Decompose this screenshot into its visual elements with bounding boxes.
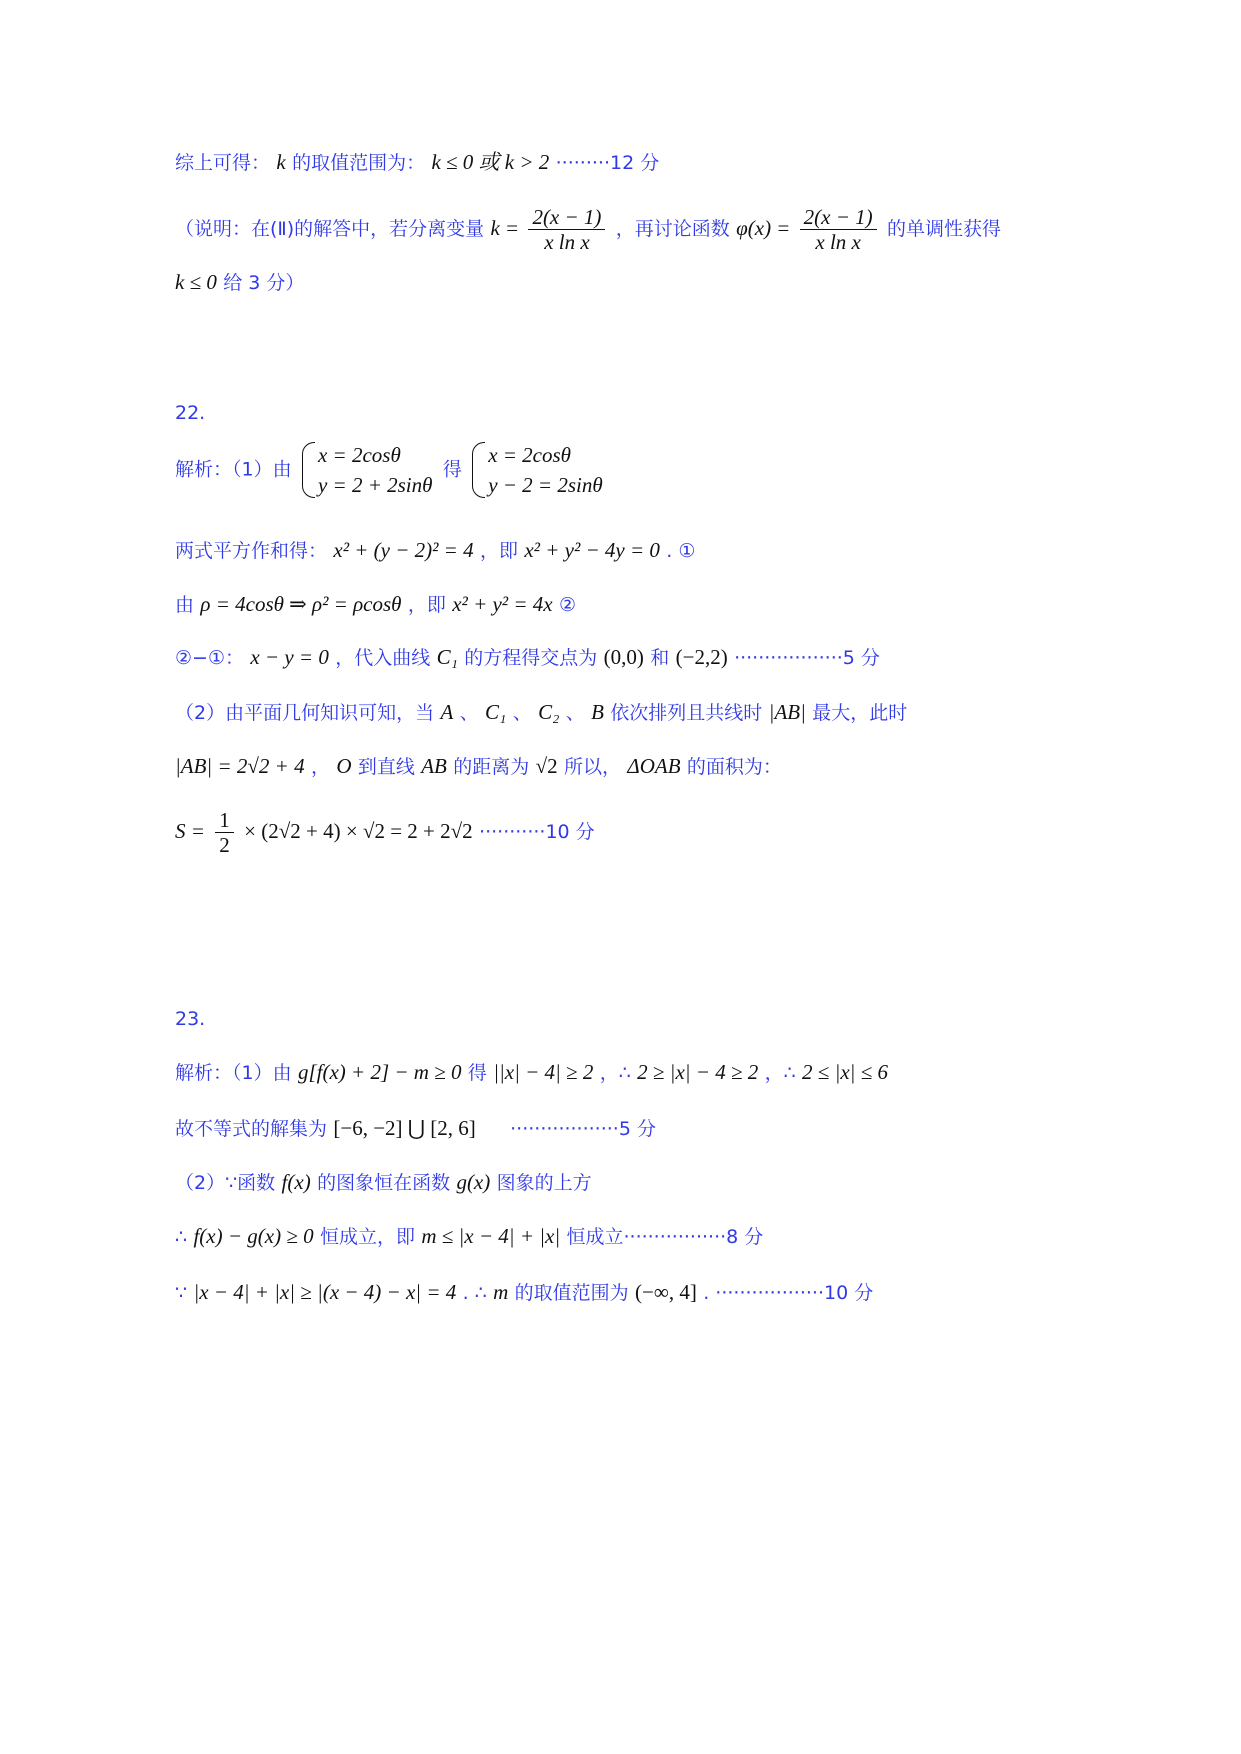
q22-ab-text2: 的距离为 [453, 756, 530, 778]
q22-sys1-row2: y = 2 + 2sinθ [317, 473, 433, 497]
q23-p4-m: m [493, 1280, 509, 1304]
note-phi: φ(x) [736, 216, 772, 240]
q22-ab-line: |AB| = 2√2 + 4 ， O 到直线 AB 的距离为 √2 所以， ΔOAB 的面积为： [175, 754, 782, 778]
note-line2-text: 给 3 分） [223, 272, 305, 294]
q23-p1-de: 得 [467, 1062, 487, 1084]
note-eq2: = [777, 216, 790, 240]
q22-diff-label: ②−①： [175, 647, 244, 669]
q23-p3-line [175, 1222, 1075, 1251]
q22-pt1: (0,0) [603, 645, 644, 669]
q22-p2-A: A [440, 700, 454, 724]
q22-p1-label: 解析：（1）由 [175, 458, 292, 481]
q23-solution-line [175, 1114, 1075, 1143]
q22-sum-label: 两式平方作和得： [175, 540, 328, 562]
q22-rho-prefix: 由 [175, 594, 195, 616]
q22-diff-text2: 的方程得交点为 [464, 647, 598, 669]
q22-de: 得 [442, 458, 462, 481]
q23-p2-text: （2）∵函数 [175, 1172, 276, 1194]
q22-sum-then: ，即 [479, 540, 518, 562]
note-line2-math: k ≤ 0 [175, 270, 217, 294]
q23-p1-therefore2: ，∴ [764, 1062, 796, 1084]
q22-diff-score: ··················5 分 [734, 647, 880, 669]
q22-sum-line [175, 536, 1075, 565]
q23-sol-math: [−6, −2] ⋃ [2, 6] [333, 1116, 476, 1140]
q22-system-1 [302, 440, 433, 500]
q23-p4-because: ∵ [175, 1282, 188, 1304]
summary-var: k [276, 150, 286, 174]
q22-sys2-row2: y − 2 = 2sinθ [488, 473, 603, 497]
summary-text: 的取值范围为： [292, 152, 426, 174]
q23-p4-line [175, 1278, 1075, 1307]
q23-p3-text: 恒成立，即 [319, 1226, 415, 1248]
q22-rho-math: ρ = 4cosθ ⇒ ρ² = ρcosθ [200, 592, 402, 616]
q22-sum-math: x² + (y − 2)² = 4 [333, 538, 474, 562]
q22-pt2: (−2,2) [675, 645, 728, 669]
summary-score: ·········12 分 [555, 152, 660, 174]
q23-p1-math: g[f(x) + 2] − m ≥ 0 [297, 1060, 462, 1084]
q22-ab-math: |AB| = 2√2 + 4 [175, 754, 305, 778]
q22-area-rest: × (2√2 + 4) × √2 = 2 + 2√2 [244, 819, 473, 843]
q22-p2-C2: C₂ [538, 700, 560, 724]
summary-math: k ≤ 0 或 k > 2 [431, 150, 550, 174]
q22-sum-mark: . ① [666, 540, 696, 562]
q22-area-line [175, 808, 1075, 857]
summary-line [175, 148, 1075, 177]
q23-p1-therefore: ，∴ [599, 1062, 631, 1084]
note-middle: ，再讨论函数 [615, 218, 730, 240]
note-frac-num: 2(x − 1) [528, 205, 605, 230]
q23-p2-text3: 图象的上方 [496, 1172, 592, 1194]
q23-sol-score: ··················5 分 [510, 1118, 656, 1140]
note-eq: = [506, 216, 519, 240]
q22-sep-2: 、 [512, 702, 532, 724]
q23-p2-text2: 的图象恒在函数 [317, 1172, 451, 1194]
q22-ab-AB: AB [421, 754, 447, 778]
q22-rho-mark: ② [558, 594, 577, 616]
q22-diff-math: x − y = 0 [250, 645, 329, 669]
q23-p2-line [175, 1168, 1075, 1197]
q23-p4-text2: 的取值范围为 [514, 1282, 629, 1304]
q22-rho-line [175, 590, 1075, 619]
q22-rho-math2: x² + y² = 4x [452, 592, 553, 616]
q23-p2-g: g(x) [456, 1170, 491, 1194]
q22-sys2-row1: x = 2cosθ [488, 443, 571, 467]
q22-ab-text3: 所以， [564, 756, 622, 778]
q22-ab-text4: 的面积为： [686, 756, 782, 778]
q22-sep-1: 、 [459, 702, 479, 724]
q23-sol-text: 故不等式的解集为 [175, 1118, 328, 1140]
q23-number: 23. [175, 1008, 206, 1030]
q23-p3-math2: m ≤ |x − 4| + |x| [421, 1224, 561, 1248]
q22-p2-C1: C₁ [485, 700, 507, 724]
note-line-2 [175, 268, 1075, 297]
note-frac2-num: 2(x − 1) [800, 205, 877, 230]
q22-ab-dist: √2 [535, 754, 558, 778]
q23-p2-f: f(x) [281, 1170, 311, 1194]
q23-p4-math: |x − 4| + |x| ≥ |(x − 4) − x| = 4 [193, 1280, 457, 1304]
note-frac-den: x ln x [544, 230, 590, 254]
q23-p1-math3: 2 ≥ |x| − 4 ≥ 2 [637, 1060, 759, 1084]
q23-p4-text: . ∴ [462, 1282, 487, 1304]
q22-p2-AB: |AB| [768, 700, 806, 724]
note-prefix: （说明：在(Ⅱ)的解答中，若分离变量 [175, 218, 485, 240]
q22-ab-O: O [336, 754, 352, 778]
q23-p3-text2: 恒成立·················8 分 [566, 1226, 764, 1248]
left-brace-icon [472, 442, 485, 498]
q22-c1: C₁ [436, 645, 458, 669]
q22-ab-text: 到直线 [357, 756, 415, 778]
q22-sum-math2: x² + y² − 4y = 0 [524, 538, 660, 562]
q22-system-2 [472, 440, 603, 500]
summary-label: 综上可得： [175, 152, 271, 174]
q22-diff-line [175, 643, 1075, 672]
q22-p2-B: B [591, 700, 604, 724]
q22-p2-line [175, 698, 1075, 727]
q22-number: 22. [175, 402, 206, 424]
q23-p1-label: 解析：（1）由 [175, 1062, 292, 1084]
q22-area-den: 2 [219, 833, 230, 857]
q22-area-fraction [215, 808, 234, 857]
q22-sys1-row1: x = 2cosθ [317, 443, 401, 467]
q23-p3-therefore: ∴ [175, 1226, 188, 1248]
q22-p2-text3: 最大，此时 [812, 702, 908, 724]
q22-diff-text: ，代入曲线 [335, 647, 431, 669]
q23-p4-math2: (−∞, 4] [635, 1280, 697, 1304]
note-var-k: k [490, 216, 500, 240]
q22-area-num: 1 [215, 808, 234, 833]
q22-rho-then: ，即 [407, 594, 446, 616]
q22-and: 和 [650, 647, 670, 669]
note-suffix: 的单调性获得 [887, 218, 1002, 240]
q23-p3-math: f(x) − g(x) ≥ 0 [193, 1224, 314, 1248]
q22-ab-tri: ΔOAB [627, 754, 681, 778]
q23-p1-math2: ||x| − 4| ≥ 2 [493, 1060, 594, 1084]
q22-p2-text: （2）由平面几何知识可知，当 [175, 702, 435, 724]
q23-p4-score: . ··················10 分 [703, 1282, 874, 1304]
note-line [175, 205, 1075, 254]
note-frac2-den: x ln x [815, 230, 861, 254]
q22-part1-line [175, 440, 1075, 500]
note-fraction-2 [800, 205, 877, 254]
left-brace-icon [302, 442, 315, 498]
q23-part1-line [175, 1058, 1075, 1087]
q22-area-score: ···········10 分 [479, 821, 595, 843]
q22-sep-3: 、 [565, 702, 585, 724]
note-fraction [528, 205, 605, 254]
q23-p1-math4: 2 ≤ |x| ≤ 6 [802, 1060, 888, 1084]
q22-area-S: S = [175, 819, 205, 843]
q22-p2-text2: 依次排列且共线时 [610, 702, 763, 724]
